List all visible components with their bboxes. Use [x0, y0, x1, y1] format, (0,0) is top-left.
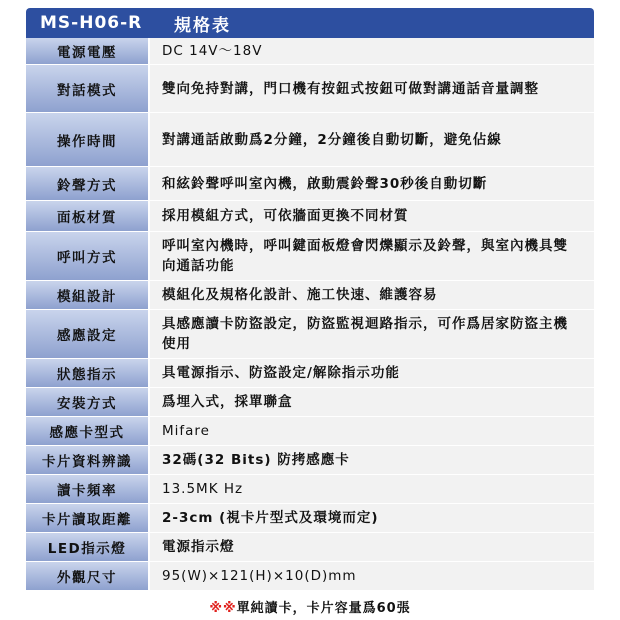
spec-label: 呼叫方式 — [26, 232, 150, 280]
spec-row — [26, 201, 594, 232]
spec-label: 狀態指示 — [26, 359, 150, 387]
spec-value: 呼叫室內機時，呼叫鍵面板燈會閃爍顯示及鈴聲，與室內機具雙向通話功能 — [150, 232, 594, 280]
spec-sheet — [26, 8, 594, 591]
spec-label: 感應卡型式 — [26, 417, 150, 445]
spec-row — [26, 113, 594, 167]
spec-value: 對講通話啟動爲2分鐘，2分鐘後自動切斷，避免佔線 — [150, 113, 594, 166]
spec-row — [26, 417, 594, 446]
spec-label: 感應設定 — [26, 310, 150, 358]
spec-row — [26, 446, 594, 475]
spec-row — [26, 475, 594, 504]
spec-label: 面板材質 — [26, 201, 150, 231]
spec-label: LED指示燈 — [26, 533, 150, 561]
spec-value: 採用模組方式，可依牆面更換不同材質 — [150, 201, 594, 231]
spec-row — [26, 533, 594, 562]
spec-value: 雙向免持對講，門口機有按鈕式按鈕可做對講通話音量調整 — [150, 65, 594, 112]
spec-row — [26, 504, 594, 533]
spec-row — [26, 167, 594, 201]
spec-value: Mifare — [150, 417, 594, 445]
spec-label: 外觀尺寸 — [26, 562, 150, 590]
spec-label: 安裝方式 — [26, 388, 150, 416]
spec-value: 32碼(32 Bits) 防拷感應卡 — [150, 446, 594, 474]
model-number: MS-H06-R — [40, 13, 143, 33]
spec-label: 對話模式 — [26, 65, 150, 112]
spec-label: 鈴聲方式 — [26, 167, 150, 200]
spec-row — [26, 562, 594, 591]
spec-value: 2-3cm (視卡片型式及環境而定) — [150, 504, 594, 532]
spec-value: 95(W)×121(H)×10(D)mm — [150, 562, 594, 590]
spec-value: 爲埋入式，採單聯盒 — [150, 388, 594, 416]
footer-note — [26, 597, 594, 616]
spec-header — [26, 8, 594, 38]
spec-row — [26, 359, 594, 388]
spec-value: DC 14V～18V — [150, 38, 594, 64]
spec-row — [26, 310, 594, 359]
spec-value: 13.5MK Hz — [150, 475, 594, 503]
spec-label: 操作時間 — [26, 113, 150, 166]
spec-value: 具電源指示、防盜設定/解除指示功能 — [150, 359, 594, 387]
spec-value: 電源指示燈 — [150, 533, 594, 561]
spec-row — [26, 388, 594, 417]
spec-title: 規格表 — [174, 15, 231, 36]
spec-label: 卡片讀取距離 — [26, 504, 150, 532]
spec-value: 具感應讀卡防盜設定，防盜監視迴路指示，可作爲居家防盜主機使用 — [150, 310, 594, 358]
spec-row — [26, 281, 594, 310]
spec-label: 讀卡頻率 — [26, 475, 150, 503]
spec-row — [26, 38, 594, 65]
spec-label: 電源電壓 — [26, 38, 150, 64]
footer-text: 單純讀卡，卡片容量爲60張 — [236, 601, 411, 616]
spec-label: 卡片資料辨識 — [26, 446, 150, 474]
spec-row — [26, 65, 594, 113]
reference-marks: ※※ — [209, 601, 237, 616]
spec-row — [26, 232, 594, 281]
spec-value: 和絃鈴聲呼叫室內機，啟動震鈴聲30秒後自動切斷 — [150, 167, 594, 200]
spec-value: 模組化及規格化設計、施工快速、維護容易 — [150, 281, 594, 309]
spec-label: 模組設計 — [26, 281, 150, 309]
